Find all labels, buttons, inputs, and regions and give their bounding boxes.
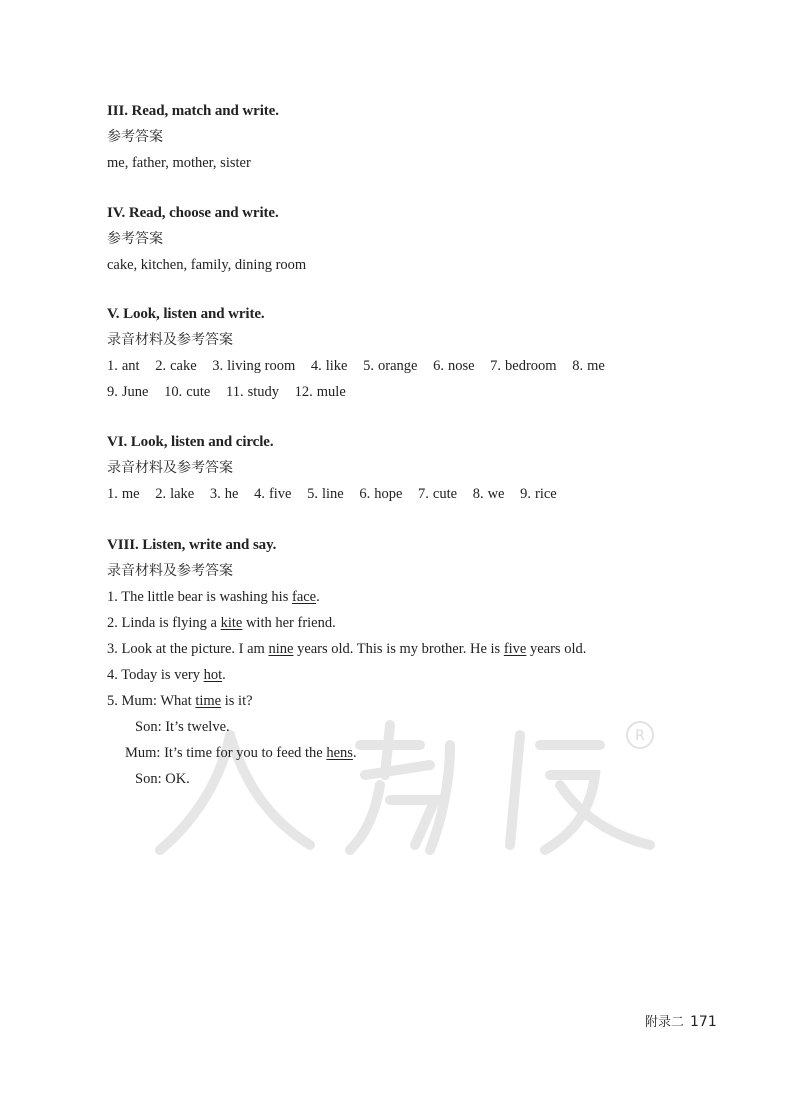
dialog-line: Son: OK. xyxy=(135,771,190,787)
answer-row xyxy=(107,356,727,376)
answer-text: me, father, mother, sister xyxy=(107,155,251,171)
answer-item: 6. hope xyxy=(359,486,403,502)
section-heading: VI. Look, listen and circle. xyxy=(107,434,274,450)
section-v xyxy=(107,304,727,402)
sentence-line: 4. Today is very hot. xyxy=(107,667,226,683)
answer-item: 1. me xyxy=(107,486,140,502)
answer-item: 8. we xyxy=(472,486,505,502)
answer-item: 3. he xyxy=(209,486,239,502)
answer-word: face xyxy=(291,589,317,605)
answer-item: 4. five xyxy=(254,486,292,502)
answer-item: 2. cake xyxy=(155,358,197,374)
answer-word: time xyxy=(195,693,222,709)
sentence-line: 1. The little bear is washing his face. xyxy=(107,589,320,605)
answer-word: hot xyxy=(203,667,223,683)
answer-word: nine xyxy=(268,641,294,657)
answer-item: 12. mule xyxy=(294,384,346,400)
section-label: 参考答案 xyxy=(107,231,163,247)
answer-item: 11. study xyxy=(226,384,280,400)
answer-item: 2. lake xyxy=(155,486,195,502)
appendix-label: 附录二 xyxy=(645,1015,685,1030)
answer-word: hens xyxy=(326,745,353,761)
sentence-line: 5. Mum: What time is it? xyxy=(107,693,253,709)
answer-word: kite xyxy=(220,615,243,631)
answer-item: 6. nose xyxy=(433,358,475,374)
answer-item: 5. orange xyxy=(363,358,418,374)
page-number: 171 xyxy=(690,1014,717,1030)
answer-item: 8. me xyxy=(572,358,605,374)
section-vi xyxy=(107,432,727,504)
section-iv xyxy=(107,203,727,275)
answer-item: 9. June xyxy=(107,384,149,400)
answer-row xyxy=(107,484,727,504)
section-viii xyxy=(107,535,727,789)
section-label: 录音材料及参考答案 xyxy=(107,460,233,476)
section-heading: VIII. Listen, write and say. xyxy=(107,537,277,553)
sentence-line: 2. Linda is flying a kite with her friend. xyxy=(107,615,336,631)
dialog-line: Mum: It’s time for you to feed the hens. xyxy=(125,745,357,761)
answer-item: 5. line xyxy=(307,486,344,502)
answer-item: 7. bedroom xyxy=(490,358,557,374)
answer-item: 3. living room xyxy=(212,358,296,374)
section-label: 录音材料及参考答案 xyxy=(107,563,233,579)
answer-item: 7. cute xyxy=(418,486,458,502)
page-footer xyxy=(645,1011,717,1030)
answer-item: 4. like xyxy=(310,358,348,374)
section-heading: III. Read, match and write. xyxy=(107,103,279,119)
answer-item: 9. rice xyxy=(520,486,557,502)
dialog-line: Son: It’s twelve. xyxy=(135,719,230,735)
section-heading: IV. Read, choose and write. xyxy=(107,205,279,221)
answer-text: cake, kitchen, family, dining room xyxy=(107,257,307,273)
section-heading: V. Look, listen and write. xyxy=(107,306,265,322)
svg-text:R: R xyxy=(635,728,645,744)
answer-word: five xyxy=(503,641,527,657)
sentence-line: 3. Look at the picture. I am nine years old. This is my brother. He is five years old. xyxy=(107,641,587,657)
answer-item: 10. cute xyxy=(164,384,211,400)
answer-item: 1. ant xyxy=(107,358,140,374)
section-label: 录音材料及参考答案 xyxy=(107,332,233,348)
section-label: 参考答案 xyxy=(107,129,163,145)
answer-row xyxy=(107,382,727,402)
section-iii xyxy=(107,101,727,173)
